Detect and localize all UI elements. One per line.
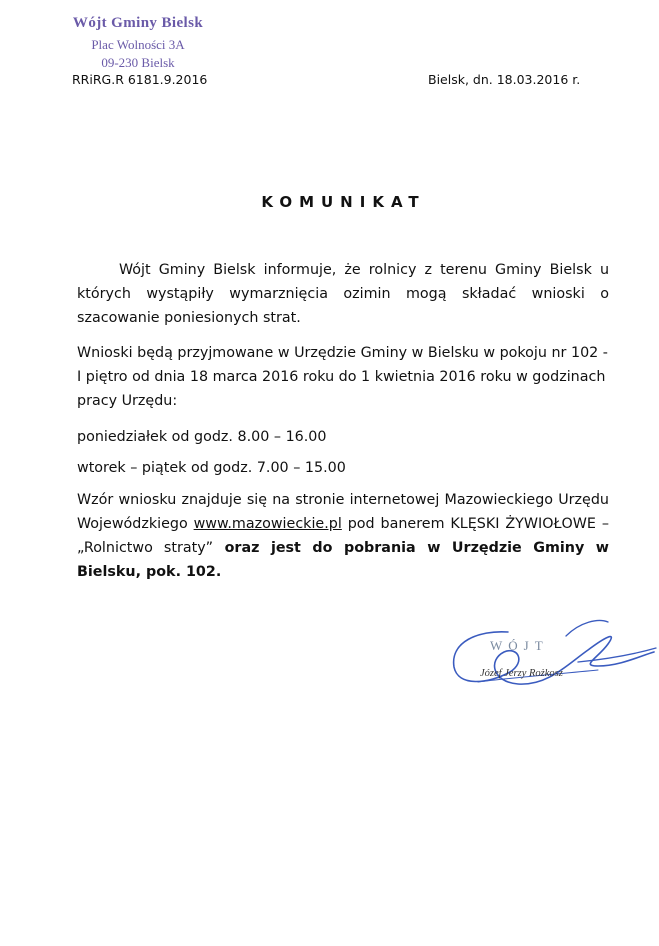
signature-title: WÓJT [490, 638, 549, 653]
office-hours-tue-fri: wtorek – piątek od godz. 7.00 – 15.00 [77, 460, 346, 476]
paragraph-form-info [77, 488, 609, 584]
paragraph-applications: Wnioski będą przyjmowane w Urzędzie Gminy w Bielsku w pokoju nr 102 - I piętro od dnia 18 marca 2016 roku do 1 kwietnia 2016 roku w godzinach pracy Urzędu: [77, 345, 608, 409]
document-title: KOMUNIKAT [261, 193, 426, 211]
signature-name: Józef Jerzy Rożkosz [480, 668, 563, 679]
office-stamp [58, 14, 218, 72]
website-link[interactable]: www.mazowieckie.pl [193, 516, 342, 532]
document-date: Bielsk, dn. 18.03.2016 r. [428, 72, 581, 87]
signature-scribble [448, 612, 659, 702]
form-info-banner: pod banerem KLĘSKI ŻYWIOŁOWE – „Rolnictwo straty” [77, 516, 609, 556]
stamp-name: Wójt Gminy Bielsk [72, 15, 204, 31]
office-hours-monday: poniedziałek od godz. 8.00 – 16.00 [77, 429, 327, 445]
stamp-address: Plac Wolności 3A [91, 37, 185, 52]
form-info-download: oraz jest do pobrania w Urzędzie Gminy w Bielsku, pok. 102. [77, 540, 609, 580]
reference-number: RRiRG.R 6181.9.2016 [72, 72, 208, 87]
stamp-postal: 09-230 Bielsk [101, 55, 175, 70]
signature-block [448, 612, 659, 702]
form-info-text: Wzór wniosku znajduje się na stronie internetowej Mazowieckiego Urzędu Wojewódzkiego [77, 492, 609, 532]
paragraph-intro: Wójt Gminy Bielsk informuje, że rolnicy z terenu Gminy Bielsk u których wystąpiły wymarznięcia ozimin mogą składać wnioski o szacowanie poniesionych strat. [77, 262, 609, 326]
